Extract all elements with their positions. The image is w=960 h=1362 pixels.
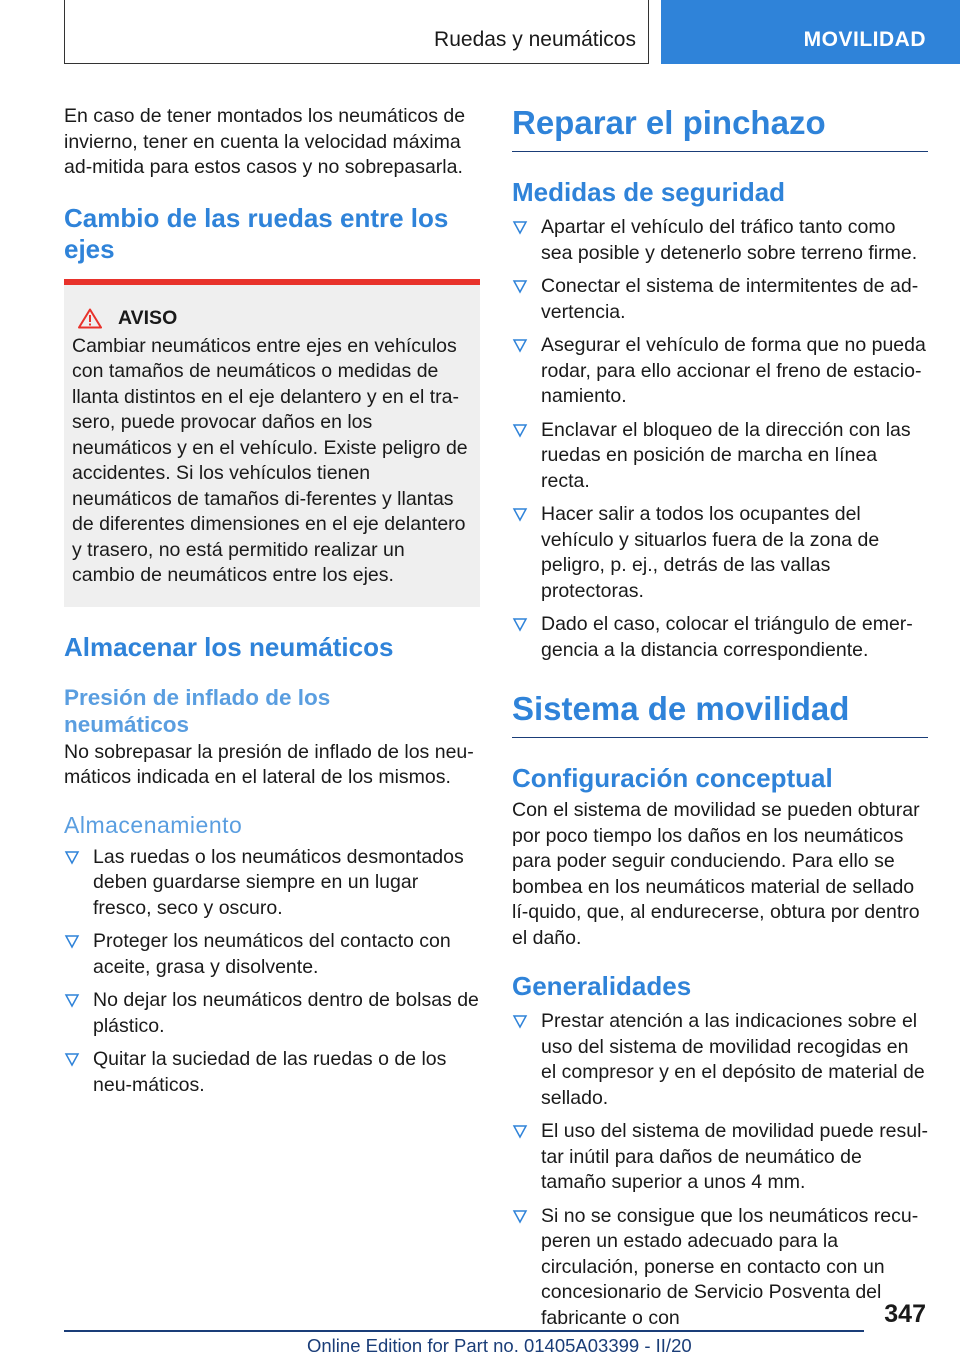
warning-title: AVISO (72, 307, 472, 330)
bullet-triangle-icon (512, 220, 528, 236)
bullet-triangle-icon (512, 338, 528, 354)
list-item: No dejar los neumáticos dentro de bolsas de plástico. (64, 988, 480, 1039)
list-item: Dado el caso, colocar el triángulo de emer-gencia a la distancia correspondiente. (512, 612, 928, 663)
list-item: El uso del sistema de movilidad puede resul-tar inútil para daños de neumático de tamaño superior a unos 4 mm. (512, 1119, 928, 1196)
medidas-heading: Medidas de seguridad (512, 177, 786, 207)
bullet-triangle-icon (64, 850, 80, 866)
list-item: Conectar el sistema de intermitentes de ad-vertencia. (512, 274, 928, 325)
list-item: Enclavar el bloqueo de la dirección con las ruedas en posición de marcha en línea recta. (512, 418, 928, 495)
generalidades-list (512, 1009, 928, 1331)
list-item: Si no se consigue que los neumáticos recu-peren un estado adecuado para la circulación, ponerse en contacto con un concesionario de Servicio Posventa del fabricante o con (512, 1204, 928, 1332)
page-number: 347 (884, 1300, 926, 1328)
right-column (512, 104, 928, 1339)
bullet-triangle-icon (512, 1209, 528, 1225)
list-item: Proteger los neumáticos del contacto con aceite, grasa y disolvente. (64, 929, 480, 980)
presion-paragraph: No sobrepasar la presión de inflado de los neu-máticos indicada en el lateral de los mismos. (64, 740, 474, 788)
cambio-heading: Cambio de las ruedas entre los ejes (64, 202, 449, 264)
header-frame (64, 0, 649, 64)
almacenar-heading: Almacenar los neumáticos (64, 631, 394, 662)
config-paragraph: Con el sistema de movilidad se pueden obturar por poco tiempo los daños en los neumáticos para poder seguir conduciendo. Para ello se bombea en los neumáticos material de sellado lí-quido, que, al endurecerse, obtura por dentro el daño. (512, 799, 920, 949)
bullet-triangle-icon (512, 507, 528, 523)
footer-rule (64, 1330, 864, 1332)
warning-text: Cambiar neumáticos entre ejes en vehículos con tamaños de neumáticos o medidas de llanta distintos en el eje delantero y en el tra-sero, puede provocar daños en los neumáticos y en el vehículo. Existe peligro de accidentes. Si los vehículos tienen neumáticos de tamaños di-ferentes y llantas de diferentes dimensiones en el eje delantero y trasero, no está permitido realizar un cambio de neumáticos entre los ejes. (72, 334, 468, 586)
bullet-triangle-icon (64, 1052, 80, 1068)
almacenamiento-heading: Almacenamiento (64, 811, 243, 838)
almacenamiento-list (64, 845, 480, 1099)
list-item: Asegurar el vehículo de forma que no pueda rodar, para ello accionar el freno de estacio-namiento. (512, 333, 928, 410)
bullet-triangle-icon (512, 279, 528, 295)
left-column (64, 104, 480, 1106)
list-item: Prestar atención a las indicaciones sobre el uso del sistema de movilidad recogidas en el compresor y en el depósito de material de sellado. (512, 1009, 928, 1111)
footer-edition-text: Online Edition for Part no. 01405A03399 - II/20 (307, 1335, 692, 1356)
bullet-triangle-icon (512, 617, 528, 633)
bullet-triangle-icon (512, 1014, 528, 1030)
bullet-triangle-icon (64, 993, 80, 1009)
presion-heading: Presión de inflado de los neumáticos (64, 684, 331, 737)
list-item: Quitar la suciedad de las ruedas o de los neu-máticos. (64, 1047, 480, 1098)
bullet-triangle-icon (512, 1124, 528, 1140)
list-item: Las ruedas o los neumáticos desmontados deben guardarse siempre en un lugar fresco, seco y oscuro. (64, 845, 480, 922)
warning-triangle-icon (78, 308, 102, 329)
config-heading: Configuración conceptual (512, 763, 833, 793)
sistema-heading: Sistema de movilidad (512, 690, 928, 738)
bullet-triangle-icon (64, 934, 80, 950)
generalidades-heading: Generalidades (512, 971, 692, 1001)
list-item: Apartar el vehículo del tráfico tanto como sea posible y detenerlo sobre terreno firme. (512, 215, 928, 266)
list-item: Hacer salir a todos los ocupantes del vehículo y situarlos fuera de la zona de peligro, p. ej., detrás de las vallas protectoras. (512, 502, 928, 604)
warning-block (64, 279, 480, 607)
intro-paragraph: En caso de tener montados los neumáticos de invierno, tener en cuenta la velocidad máxima ad-mitida para estos casos y no sobrepasarla. (64, 105, 466, 178)
section-title: Ruedas y neumáticos (434, 28, 636, 51)
bullet-triangle-icon (512, 423, 528, 439)
medidas-list (512, 215, 928, 663)
reparar-heading: Reparar el pinchazo (512, 104, 928, 152)
chapter-tab[interactable]: MOVILIDAD (661, 0, 960, 64)
